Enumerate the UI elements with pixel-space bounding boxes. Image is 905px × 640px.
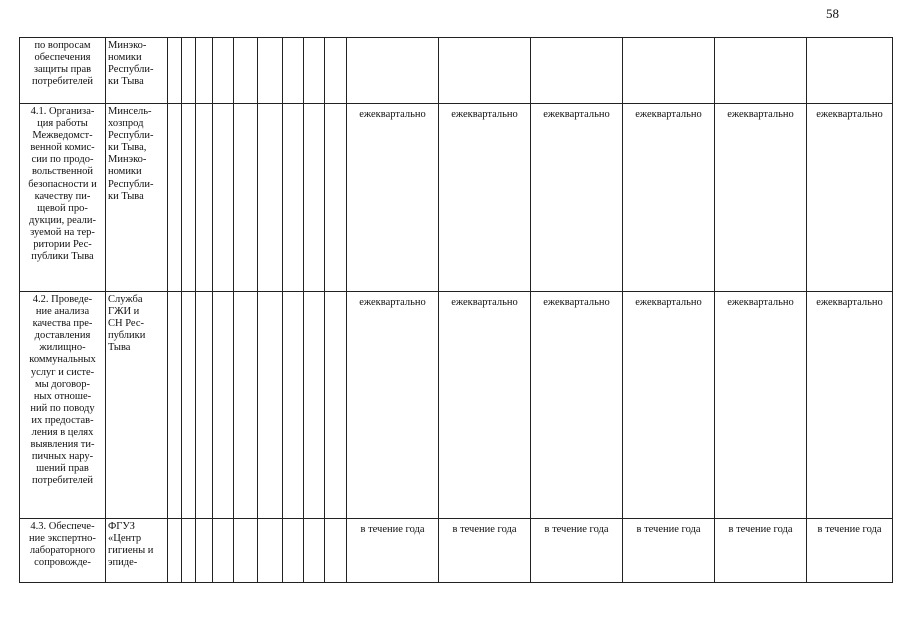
empty-cell <box>283 38 304 104</box>
empty-cell <box>258 104 283 292</box>
period-cell: ежеквартально <box>439 104 531 292</box>
empty-cell <box>182 38 196 104</box>
empty-cell <box>325 38 347 104</box>
empty-cell <box>196 519 213 583</box>
period-cell: в течение года <box>715 519 807 583</box>
period-cell: ежеквартально <box>807 292 893 519</box>
page-number: 58 <box>826 6 839 21</box>
period-cell: в течение года <box>807 519 893 583</box>
period-cell <box>531 38 623 104</box>
period-cell: ежеквартально <box>623 292 715 519</box>
empty-cell <box>213 104 234 292</box>
measure-cell: 4.1. Организа- ция работы Межведомст- венной комис- сии по продо- вольственной безопасности и качеству пи- щевой про- дукции, реали- зуемой на тер- ритории Рес- публики Тыва <box>20 104 106 292</box>
table-row <box>20 292 893 519</box>
measure-cell: по вопросам обеспечения защиты прав потребителей <box>20 38 106 104</box>
period-cell: ежеквартально <box>347 104 439 292</box>
empty-cell <box>325 104 347 292</box>
executor-cell: Служба ГЖИ и СН Рес- публики Тыва <box>106 292 168 519</box>
empty-cell <box>234 104 258 292</box>
empty-cell <box>213 38 234 104</box>
empty-cell <box>196 104 213 292</box>
empty-cell <box>234 38 258 104</box>
empty-cell <box>196 292 213 519</box>
empty-cell <box>325 519 347 583</box>
period-cell: ежеквартально <box>623 104 715 292</box>
table-row <box>20 104 893 292</box>
empty-cell <box>304 519 325 583</box>
period-cell: в течение года <box>531 519 623 583</box>
measure-cell: 4.2. Проведе- ние анализа качества пре- доставления жилищно- коммунальных услуг и систе- мы договор- ных отноше- ний по поводу их предостав- ления в целях выявления ти- пичных нару- шений прав потребителей <box>20 292 106 519</box>
empty-cell <box>258 292 283 519</box>
empty-cell <box>168 519 182 583</box>
period-cell <box>807 38 893 104</box>
empty-cell <box>213 292 234 519</box>
empty-cell <box>283 519 304 583</box>
table-row <box>20 38 893 104</box>
period-cell <box>439 38 531 104</box>
empty-cell <box>182 292 196 519</box>
empty-cell <box>213 519 234 583</box>
empty-cell <box>234 519 258 583</box>
empty-cell <box>283 104 304 292</box>
period-cell: ежеквартально <box>531 104 623 292</box>
executor-cell: ФГУЗ «Центр гигиены и эпиде- <box>106 519 168 583</box>
empty-cell <box>182 104 196 292</box>
period-cell: ежеквартально <box>347 292 439 519</box>
empty-cell <box>304 104 325 292</box>
empty-cell <box>283 292 304 519</box>
measure-cell: 4.3. Обеспече- ние экспертно- лабораторного сопровожде- <box>20 519 106 583</box>
empty-cell <box>258 519 283 583</box>
empty-cell <box>258 38 283 104</box>
empty-cell <box>325 292 347 519</box>
table-row <box>20 519 893 583</box>
empty-cell <box>168 292 182 519</box>
empty-cell <box>196 38 213 104</box>
period-cell <box>623 38 715 104</box>
period-cell: ежеквартально <box>531 292 623 519</box>
executor-cell: Минэко- номики Республи- ки Тыва <box>106 38 168 104</box>
period-cell: ежеквартально <box>715 292 807 519</box>
period-cell <box>715 38 807 104</box>
period-cell: в течение года <box>623 519 715 583</box>
executor-cell: Минсель- хозпрод Республи- ки Тыва, Минэко- номики Республи- ки Тыва <box>106 104 168 292</box>
program-table <box>19 37 893 583</box>
empty-cell <box>234 292 258 519</box>
empty-cell <box>304 38 325 104</box>
period-cell <box>347 38 439 104</box>
empty-cell <box>182 519 196 583</box>
period-cell: в течение года <box>439 519 531 583</box>
period-cell: ежеквартально <box>715 104 807 292</box>
empty-cell <box>304 292 325 519</box>
period-cell: в течение года <box>347 519 439 583</box>
empty-cell <box>168 104 182 292</box>
period-cell: ежеквартально <box>439 292 531 519</box>
empty-cell <box>168 38 182 104</box>
period-cell: ежеквартально <box>807 104 893 292</box>
